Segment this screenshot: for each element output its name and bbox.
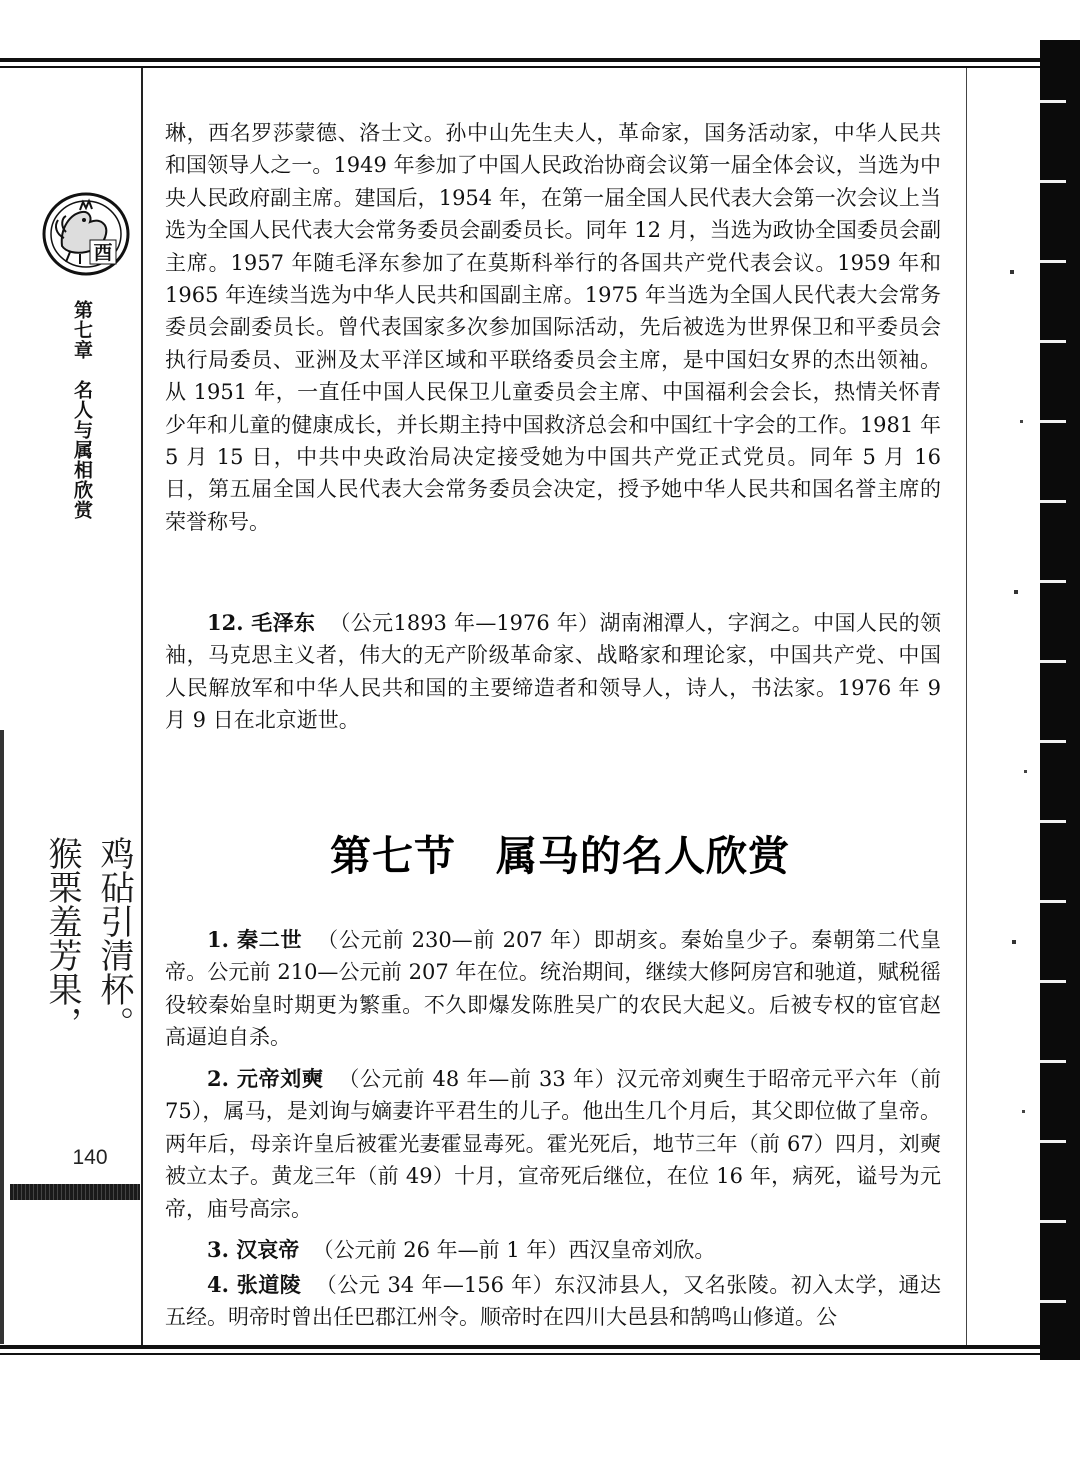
entry-text: （公元前 230—前 207 年）即胡亥。秦始皇少子。秦朝第二代皇帝。公元前 210—公元前 207 年在位。统治期间，继续大修阿房宫和驰道，赋税徭役较秦始皇时期更为繁重。不久即爆发陈胜吴广的农民大起义。后被专权的宦官赵高逼迫自杀。 [165,928,941,1050]
page-number: 140 [72,1146,108,1169]
scan-binding-edge [1040,40,1080,1360]
chapter-title: 名人与属相欣赏 [71,380,93,520]
binding-dots [1006,120,1036,1320]
poem-line: 猴栗羞芳果， [42,836,82,1040]
entry-paragraph [165,1063,941,1225]
entry-paragraph [165,924,941,1054]
entry-paragraph [165,1269,941,1334]
continued-paragraph: 琳，西名罗莎蒙德、洛士文。孙中山先生夫人，革命家，国务活动家，中华人民共和国领导人之一。1949 年参加了中国人民政治协商会议第一届全体会议，当选为中央人民政府副主席。建国后，1954 年，在第一届全国人民代表大会第一次会议上当选为全国人民代表大会常务委员会副委员长。同年 12 月，当选为政协全国委员会副主席。1957 年随毛泽东参加了在莫斯科举行的各国共产党代表会议。1959 年和1965 年连续当选为中华人民共和国副主席。1975 年当选为全国人民代表大会常务委员会副委员长。曾代表国家多次参加国际活动，先后被选为世界保卫和平委员会执行局委员、亚洲及太平洋区域和平联络委员会主席，是中国妇女界的杰出领袖。从 1951 年，一直任中国人民保卫儿童委员会主席、中国福利会会长，热情关怀青少年和儿童的健康成长，并长期主持中国救济总会和中国红十字会的工作。1981 年 5 月 15 日，中共中央政治局决定接受她为中国共产党正式党员。同年 5 月 16 日，第五届全国人民代表大会常务委员会决定，授予她中华人民共和国名誉主席的荣誉称号。 [165,121,941,534]
scan-edge-shadow [0,730,4,1344]
poem-line: 鸡砧引清杯。 [94,836,134,1040]
entry-text: （公元1893 年—1976 年）湖南湘潭人，字润之。中国人民的领袖，马克思主义者，伟大的无产阶级革命家、战略家和理论家，中国共产党、中国人民解放军和中华人民共和国的主要缔造者和领导人，诗人，书法家。1976 年 9 月 9 日在北京逝世。 [165,611,941,733]
entry-paragraph [165,607,941,737]
svg-text:酉: 酉 [93,242,113,264]
entry-text: （公元前 48 年—前 33 年）汉元帝刘奭生于昭帝元平六年（前 75），属马，是刘询与嫡妻许平君生的儿子。他出生几个月后，其父即位做了皇帝。两年后，母亲许皇后被霍光妻霍显毒死。霍光死后，地节三年（前 67）四月，刘奭被立太子。黄龙三年（前 49）十月，宣帝死后继位，在位 16 年，病死，谥号为元帝，庙号高宗。 [165,1067,941,1221]
rooster-emblem-icon [40,188,132,280]
entry-name: 4. 张道陵 [207,1272,302,1297]
entry-name: 2. 元帝刘奭 [207,1066,324,1091]
entry-name: 1. 秦二世 [207,927,303,952]
entry-text: （公元前 26 年—前 1 年）西汉皇帝刘欣。 [312,1238,716,1262]
chapter-number: 第七章 [71,300,93,360]
bottom-border-rule-thin [0,1353,1040,1355]
entry-paragraph [165,1234,941,1266]
section-number: 第七节 [330,832,456,880]
entry-name: 3. 汉哀帝 [207,1237,300,1262]
section-heading [300,826,820,886]
top-border-rule [0,58,1040,62]
section-title: 属马的名人欣赏 [496,832,790,880]
entry-text: （公元 34 年—156 年）东汉沛县人，又名张陵。初入太学，通达五经。明帝时曾出任巴郡江州令。顺帝时在四川大邑县和鹄鸣山修道。公 [165,1273,942,1330]
page-number-bar [10,1184,140,1200]
bottom-border-rule [0,1345,1040,1349]
chapter-running-head [62,300,102,620]
margin-poem [30,836,140,1066]
entry-name: 12. 毛泽东 [207,610,316,635]
